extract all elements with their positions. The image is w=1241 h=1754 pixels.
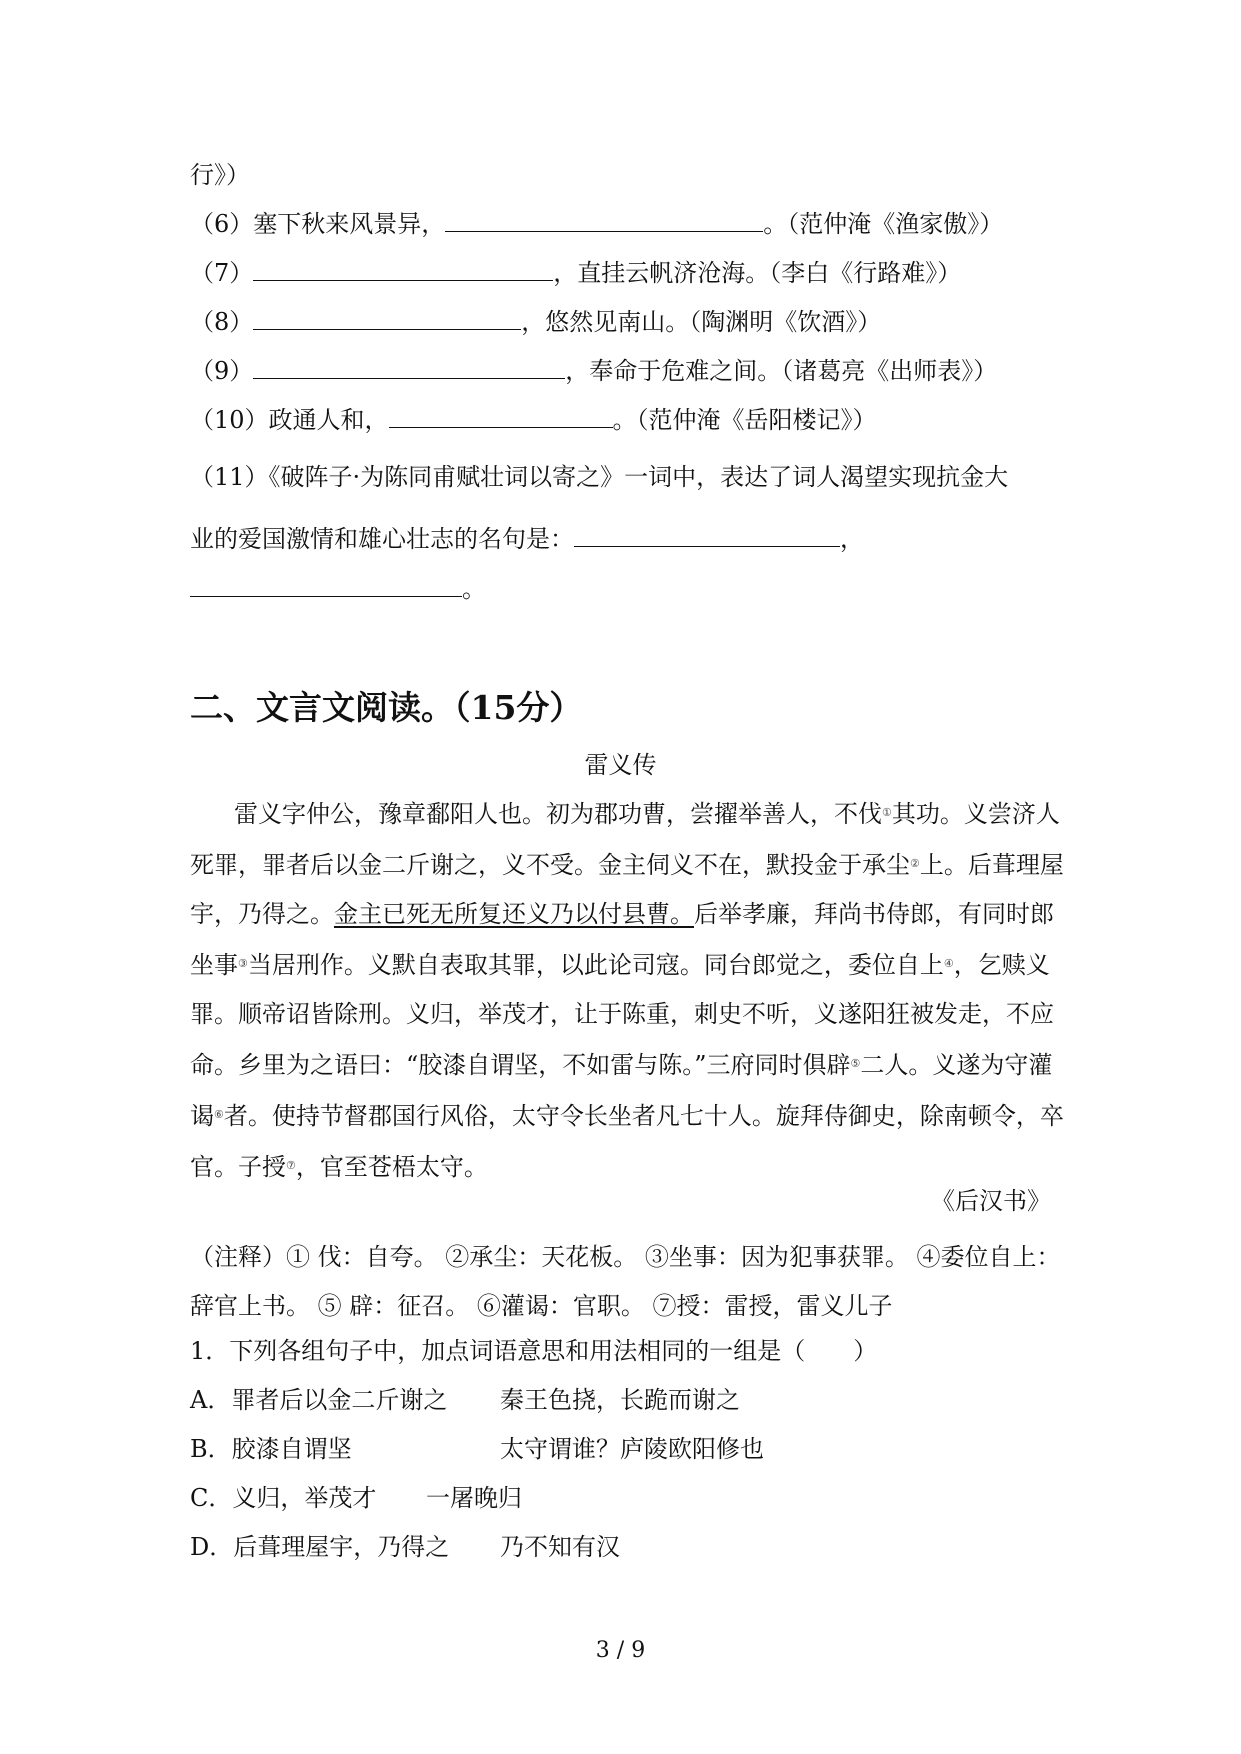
passage-segment: 者。使持节督郡国行风俗，太守令长坐者凡七十人。旋拜侍御史，除南顿令，卒官。子授 [190,1102,1064,1181]
option-d-right: 乃不知有汉 [500,1533,620,1561]
fill-item-9 [190,354,1070,388]
top-fragment: 行》） [190,161,250,189]
answer-blank[interactable] [389,405,613,428]
answer-blank[interactable] [445,209,763,232]
note-marker: ⑥ [214,1108,224,1121]
option-b-right: 太守谓谁？庐陵欧阳修也 [500,1435,764,1463]
item-text-after: 。（范仲淹《岳阳楼记》） [612,406,877,434]
option-b[interactable] [190,1432,1070,1466]
page-number: 3 / 9 [595,1638,646,1663]
option-c[interactable] [190,1481,1070,1515]
fill-item-11-line2 [190,522,1070,556]
fill-item-11-line3 [190,572,1070,606]
note-marker: ⑦ [286,1159,296,1172]
note-marker: ④ [943,957,954,970]
item-text-after: ，直挂云帆济沧海。（李白《行路难》） [553,259,962,287]
answer-blank[interactable] [253,356,565,379]
item-text-after: 。（范仲淹《渔家傲》） [763,210,1004,238]
item-text-after: ，奉命于危难之间。（诸葛亮《出师表》） [565,357,998,385]
item-text-after: ， [840,525,864,553]
passage-segment: ，乞赎义罪。顺帝诏皆除刑。义归，举茂才，让于陈重，刺史不听，义遂阳狂被发走，不应命。乡里为之语曰：“胶漆自谓坚，不如雷与陈。”三府同时俱辟 [190,951,1054,1079]
passage-segment: 雷义字仲公，豫章鄱阳人也。初为郡功曹，尝擢举善人，不伐 [234,800,882,828]
fill-item-7 [190,256,1070,290]
fill-item-8 [190,305,1070,339]
passage-segment: 其功。义尝济人死罪，罪者后以金二斤谢之，义不受。金主伺义不在，默投金于承尘 [190,800,1060,879]
question-1: 1．下列各组句子中，加点词语意思和用法相同的一组是（ ） [190,1337,878,1365]
passage-source: 《后汉书》 [931,1187,1051,1215]
passage-segment: 上。后葺理屋宇，乃得之。 [190,851,1064,928]
option-a[interactable] [190,1383,1070,1417]
answer-blank[interactable] [190,574,462,597]
item-number: （8） [190,308,254,336]
passage-segment: 后举孝廉，拜尚书侍郎，有同时郎坐事 [190,900,1054,979]
annotations: （注释）① 伐：自夸。 ②承尘：天花板。 ③坐事：因为犯事获罪。 ④委位自上：辞官上书。 ⑤ 辟：征召。 ⑥灌谒：官职。 ⑦授：雷授，雷义儿子 [190,1243,1061,1320]
note-marker: ② [910,857,920,870]
option-d[interactable] [190,1530,1070,1564]
item-number: （6） [190,210,254,238]
item-number: （9） [190,357,254,385]
item-text-before: 塞下秋来风景异， [253,210,446,238]
note-marker: ① [882,806,892,819]
answer-blank[interactable] [253,307,521,330]
answer-blank[interactable] [253,258,553,281]
item-text-before: 业的爱国激情和雄心壮志的名句是： [190,525,574,553]
passage-segment: 二人。义遂为守灌谒 [190,1051,1053,1130]
item-text-before: 政通人和， [268,406,389,434]
option-a-left: A．罪者后以金二斤谢之 [190,1386,448,1414]
item-text-after: ，悠然见南山。（陶渊明《饮酒》） [521,308,882,336]
item-text-after: 。 [462,575,486,603]
note-marker: ⑤ [850,1057,861,1070]
fill-item-11-line1: （11）《破阵子·为陈同甫赋壮词以寄之》一词中，表达了词人渴望实现抗金大 [190,463,1009,491]
note-marker: ③ [238,957,248,970]
option-c-left: C．义归，举茂才 [190,1484,377,1512]
passage-title: 雷义传 [584,751,657,779]
passage-segment: ，官至苍梧太守。 [295,1153,488,1181]
section-heading: 二、文言文阅读。（15分） [190,688,583,727]
option-b-left: B．胶漆自谓坚 [190,1435,352,1463]
item-number: （7） [190,259,254,287]
option-d-left: D．后葺理屋宇，乃得之 [190,1533,450,1561]
passage-segment: 当居刑作。义默自表取其罪，以此论司寇。同台郎觉之，委位自上 [247,951,944,979]
fill-item-6 [190,207,1070,241]
option-a-right: 秦王色挠，长跪而谢之 [500,1386,740,1414]
option-c-right: 一屠晚归 [426,1484,522,1512]
passage-text [190,788,1070,1192]
item-number: （10） [190,406,269,434]
underlined-sentence: 金主已死无所复还义乃以付县曹。 [334,900,694,928]
fill-item-10 [190,403,1070,437]
answer-blank[interactable] [574,524,840,547]
